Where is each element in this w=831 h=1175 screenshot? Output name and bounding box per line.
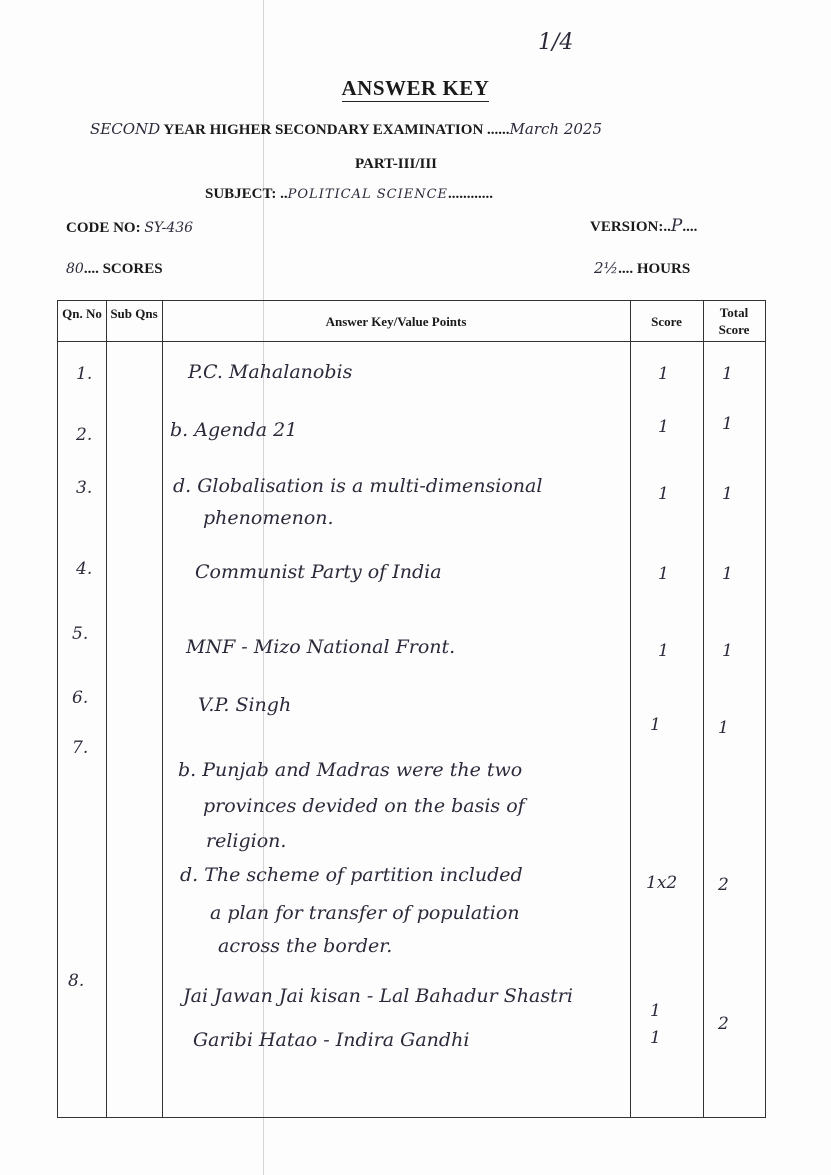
header-sub-qns: Sub Qns xyxy=(110,306,158,321)
column-divider xyxy=(106,301,107,1117)
exam-line xyxy=(90,120,602,139)
row-8-total: 2 xyxy=(718,1014,729,1034)
row-2-answer-line: b. Agenda 21 xyxy=(170,419,298,441)
row-7-answer-line: across the border. xyxy=(218,935,393,957)
part-label: PART-III/III xyxy=(355,156,438,172)
version-dots: .... xyxy=(682,219,698,235)
version-line xyxy=(590,216,697,236)
exam-printed-text: YEAR HIGHER SECONDARY EXAMINATION ...... xyxy=(163,122,510,138)
row-3-answer-line: phenomenon. xyxy=(203,507,334,529)
row-6-answer-line: V.P. Singh xyxy=(198,694,292,716)
row-4-qno: 4. xyxy=(76,559,93,579)
exam-year-handwritten: SECOND xyxy=(90,120,161,138)
row-8-score: 1 xyxy=(650,1001,661,1021)
header-total-score: Total Score xyxy=(718,305,750,337)
scores-value: 80 xyxy=(66,261,84,277)
row-5-qno: 5. xyxy=(72,624,89,644)
document-title: ANSWER KEY xyxy=(341,76,490,100)
row-5-answer-line: MNF - Mizo National Front. xyxy=(186,636,456,658)
page-number-mark: 1/4 xyxy=(538,30,574,55)
subject-label: SUBJECT: .. xyxy=(205,186,288,202)
header-divider xyxy=(58,341,765,342)
row-4-answer-line: Communist Party of India xyxy=(195,561,442,583)
row-5-score: 1 xyxy=(658,641,669,661)
row-5-total: 1 xyxy=(722,641,733,661)
row-7-qno: 7. xyxy=(72,738,89,758)
row-7-total: 2 xyxy=(718,875,729,895)
row-4-score: 1 xyxy=(658,564,669,584)
header-answer: Answer Key/Value Points xyxy=(325,314,467,329)
code-label: CODE NO: xyxy=(66,220,141,236)
row-7-answer-line: a plan for transfer of population xyxy=(210,902,520,924)
row-7-answer-line: d. The scheme of partition included xyxy=(180,864,523,886)
row-6-total: 1 xyxy=(718,718,729,738)
scores-line xyxy=(66,261,163,278)
row-7-answer-line: provinces devided on the basis of xyxy=(203,795,525,817)
column-divider xyxy=(703,301,704,1117)
row-6-qno: 6. xyxy=(72,688,89,708)
row-3-score: 1 xyxy=(658,484,669,504)
row-6-score: 1 xyxy=(650,715,661,735)
hours-value: 2½ xyxy=(594,259,619,277)
row-1-qno: 1. xyxy=(76,364,93,384)
row-1-score: 1 xyxy=(658,364,669,384)
code-value: SY-436 xyxy=(144,220,194,236)
subject-value: POLITICAL SCIENCE xyxy=(287,187,449,202)
row-3-total: 1 xyxy=(722,484,733,504)
scores-label: .... SCORES xyxy=(83,261,163,277)
row-7-score: 1x2 xyxy=(646,873,678,893)
exam-date-handwritten: March 2025 xyxy=(509,120,603,138)
row-7-answer-line: b. Punjab and Madras were the two xyxy=(178,759,523,781)
row-8-score: 1 xyxy=(650,1028,661,1048)
header-score: Score xyxy=(651,314,682,329)
subject-dots: ............ xyxy=(448,186,494,202)
header-qno: Qn. No xyxy=(62,306,102,321)
column-divider xyxy=(162,301,163,1117)
row-8-qno: 8. xyxy=(68,971,85,991)
row-2-score: 1 xyxy=(658,417,669,437)
subject-line xyxy=(205,186,493,203)
row-7-answer-line: religion. xyxy=(206,830,287,852)
version-label: VERSION:.. xyxy=(590,219,671,235)
row-3-answer-line: d. Globalisation is a multi-dimensional xyxy=(173,475,543,497)
row-2-total: 1 xyxy=(722,414,733,434)
row-8-answer-line: Garibi Hatao - Indira Gandhi xyxy=(193,1029,470,1051)
version-value: P xyxy=(670,216,683,236)
row-3-qno: 3. xyxy=(76,478,93,498)
row-1-answer-line: P.C. Mahalanobis xyxy=(188,361,353,383)
column-divider xyxy=(630,301,631,1117)
row-8-answer-line: Jai Jawan Jai kisan - Lal Bahadur Shastri xyxy=(183,985,573,1007)
hours-line xyxy=(594,259,690,278)
answer-key-table xyxy=(57,300,766,1118)
row-2-qno: 2. xyxy=(76,425,93,445)
code-line xyxy=(66,220,193,237)
hours-label: .... HOURS xyxy=(618,261,691,277)
row-1-total: 1 xyxy=(722,364,733,384)
row-4-total: 1 xyxy=(722,564,733,584)
